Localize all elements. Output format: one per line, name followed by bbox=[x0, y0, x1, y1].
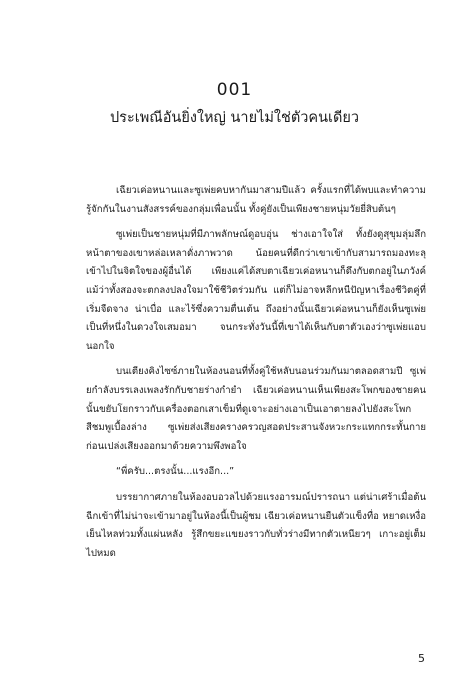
page-number: 5 bbox=[418, 652, 425, 665]
paragraph-text: “พี่ครับ...ตรงนั้น...แรงอีก...” bbox=[116, 466, 235, 478]
chapter-number: 001 bbox=[216, 80, 253, 100]
paragraph-text: บรรยากาศภายในห้องอบอวลไปด้วยแรงอารมณ์ปรารถนา แต่น่าเศร้าเมื่อต้นฉีกเข้าที่ไม่น่าจะเข้ามาอยู่ในห้องนี้เป็นผู้ชม เฉียวเค่อหนานยืนตัวแข็งทื่อ หยาดเหงื่อเย็นไหลท่วมทั้งแผ่นหลัง รู้สึกขยะแขยงราวกับทั่วร่างมีทากตัวเหนียวๆ เกาะอยู่เต็มไปหมด bbox=[86, 491, 426, 559]
chapter-title: ประเพณีอันยิ่งใหญ่ นายไม่ใช่ตัวคนเดียว bbox=[109, 110, 360, 126]
paragraph-2 bbox=[86, 226, 426, 356]
paragraph-1 bbox=[86, 182, 426, 219]
paragraph-text: เฉียวเค่อหนานและซูเพ่ยคบหากันมาสามปีแล้ว ครั้งแรกที่ได้พบและทำความรู้จักกันในงานสังสรรค์ของกลุ่มเพื่อนนั้น ทั้งคู่ยังเป็นเพียงชายหนุ่มวัยยี่สิบต้นๆ bbox=[86, 185, 426, 215]
chapter-body bbox=[86, 182, 426, 570]
dialogue-line bbox=[86, 463, 426, 482]
paragraph-5 bbox=[86, 489, 426, 563]
paragraph-text: ซูเพ่ยเป็นชายหนุ่มที่มีภาพลักษณ์ดูอบอุ่น ช่างเอาใจใส่ ทั้งยังดูสุขุมลุ่มลึก หน้าตาของเขาหล่อเหลาดั่งภาพวาด น้อยคนที่ดีกว่าเขาเข้ากับสามารถมองทะลุเข้าไปในจิตใจของผู้อื่นได้ เพียงแค่ได้สบตาเฉียวเค่อหนานก็ดึงกับตกอยู่ในภวังค์ แม้ว่าทั้งสองจะตกลงปลงใจมาใช้ชีวิตร่วมกัน แต่ก็ไม่อาจหลีกหนีปัญหาเรื่องชีวิตคู่ที่เริ่มจืดจาง น่าเบื่อ และไร้ซึ่งความตื่นเต้น ถึงอย่างนั้นเฉียวเค่อหนานก็ยังเห็นซูเพ่ยเป็นที่หนึ่งในดวงใจเสมอมา จนกระทั่งวันนี้ที่เขาได้เห็นกับตาตัวเองว่าซูเพ่ยแอบนอกใจ bbox=[86, 229, 426, 352]
paragraph-text: บนเตียงคิงไซซ์ภายในห้องนอนที่ทั้งคู่ใช้หลับนอนร่วมกันมาตลอดสามปี ซูเพ่ยกำลังบรรเลงเพลงรักกับชายร่างกำยำ เฉียวเค่อหนานเห็นเพียงสะโพกของชายคนนั้นขยับโยกราวกับเครื่องตอกเสาเข็มที่ดูเจาะอย่างเอาเป็นเอาตายลงไปยังสะโพกสีชมพูเบื้องล่าง ซูเพ่ยส่งเสียงครางครวญสอดประสานจังหวะกระแทกกระทั้นกาย ก่อนเปล่งเสียงออกมาด้วยความพึงพอใจ bbox=[86, 366, 426, 452]
paragraph-3 bbox=[86, 363, 426, 456]
